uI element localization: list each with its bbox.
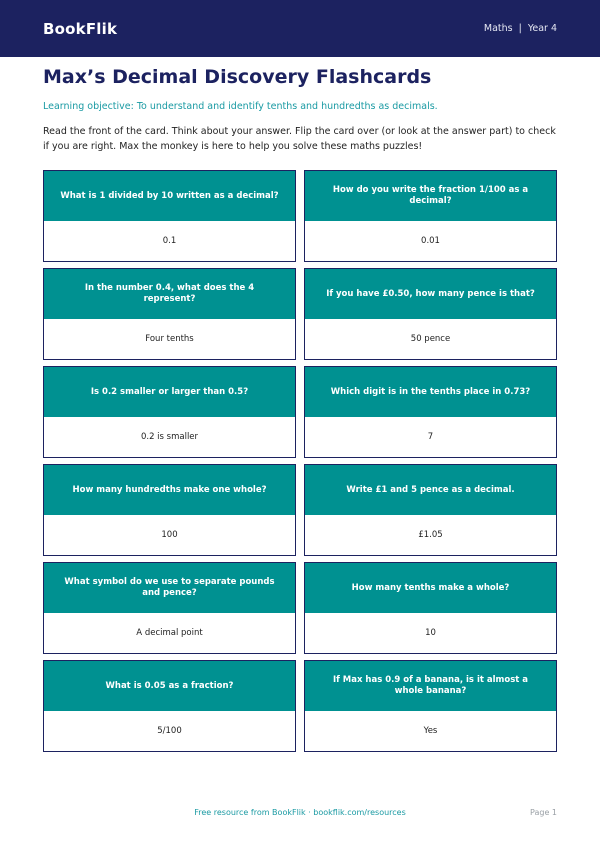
- flashcard-answer: 0.1: [162, 236, 177, 246]
- flashcard[interactable]: [304, 464, 557, 556]
- flashcard[interactable]: [304, 562, 557, 654]
- flashcard-answer: 0.2 is smaller: [140, 432, 199, 442]
- flashcard-question: How do you write the fraction 1/100 as a decimal?: [305, 171, 556, 221]
- flashcard[interactable]: [43, 268, 296, 360]
- breadcrumb-year[interactable]: Year 4: [527, 23, 557, 34]
- flashcard-answer: 50 pence: [410, 334, 451, 344]
- flashcard[interactable]: [304, 660, 557, 752]
- breadcrumb-subject[interactable]: Maths: [483, 23, 513, 34]
- flashcard-answer: 5/100: [157, 726, 182, 736]
- flashcard-answer: 100: [161, 530, 178, 540]
- flashcard-answer: A decimal point: [136, 628, 203, 638]
- instructions: Read the front of the card. Think about your answer. Flip the card over (or look at the answer part) to check if you are right. Max the monkey is here to help you solve these maths puzzles!: [43, 126, 556, 152]
- page-title: Max’s Decimal Discovery Flashcards: [43, 66, 432, 88]
- flashcard[interactable]: [43, 464, 296, 556]
- flashcard-answer: 0.01: [421, 236, 440, 246]
- flashcard-question: If Max has 0.9 of a banana, is it almost a whole banana?: [305, 661, 556, 711]
- flashcard[interactable]: [43, 366, 296, 458]
- flashcard-question: Which digit is in the tenths place in 0.73?: [305, 367, 556, 417]
- header-bar: [0, 0, 600, 57]
- flashcard[interactable]: [304, 268, 557, 360]
- flashcard-question: What is 0.05 as a fraction?: [44, 661, 295, 711]
- brand-logo[interactable]: BookFlik: [43, 19, 118, 38]
- flashcard[interactable]: [304, 366, 557, 458]
- learning-objective: Learning objective: To understand and identify tenths and hundredths as decimals.: [43, 101, 438, 112]
- flashcard-answer: Four tenths: [145, 334, 194, 344]
- flashcard-answer: £1.05: [418, 530, 443, 540]
- flashcard-question: Write £1 and 5 pence as a decimal.: [305, 465, 556, 515]
- flashcard-question: What is 1 divided by 10 written as a decimal?: [44, 171, 295, 221]
- flashcard-question: In the number 0.4, what does the 4 represent?: [44, 269, 295, 319]
- breadcrumb-separator: |: [518, 23, 522, 34]
- footer-resource-link[interactable]: Free resource from BookFlik · bookflik.com/resources: [194, 808, 406, 817]
- flashcard-answer: 7: [427, 432, 434, 442]
- breadcrumb: [484, 23, 557, 34]
- flashcard[interactable]: [43, 562, 296, 654]
- flashcard[interactable]: [304, 170, 557, 262]
- flashcard-question: Is 0.2 smaller or larger than 0.5?: [44, 367, 295, 417]
- flashcard-question: If you have £0.50, how many pence is that?: [305, 269, 556, 319]
- flashcard-question: What symbol do we use to separate pounds and pence?: [44, 563, 295, 613]
- flashcard-question: How many tenths make a whole?: [305, 563, 556, 613]
- flashcard-answer: 10: [425, 628, 436, 638]
- flashcard-answer: Yes: [423, 726, 438, 736]
- flashcard-question: How many hundredths make one whole?: [44, 465, 295, 515]
- page-number: Page 1: [530, 808, 557, 817]
- flashcard[interactable]: [43, 660, 296, 752]
- flashcard[interactable]: [43, 170, 296, 262]
- flashcard-grid: [43, 170, 557, 752]
